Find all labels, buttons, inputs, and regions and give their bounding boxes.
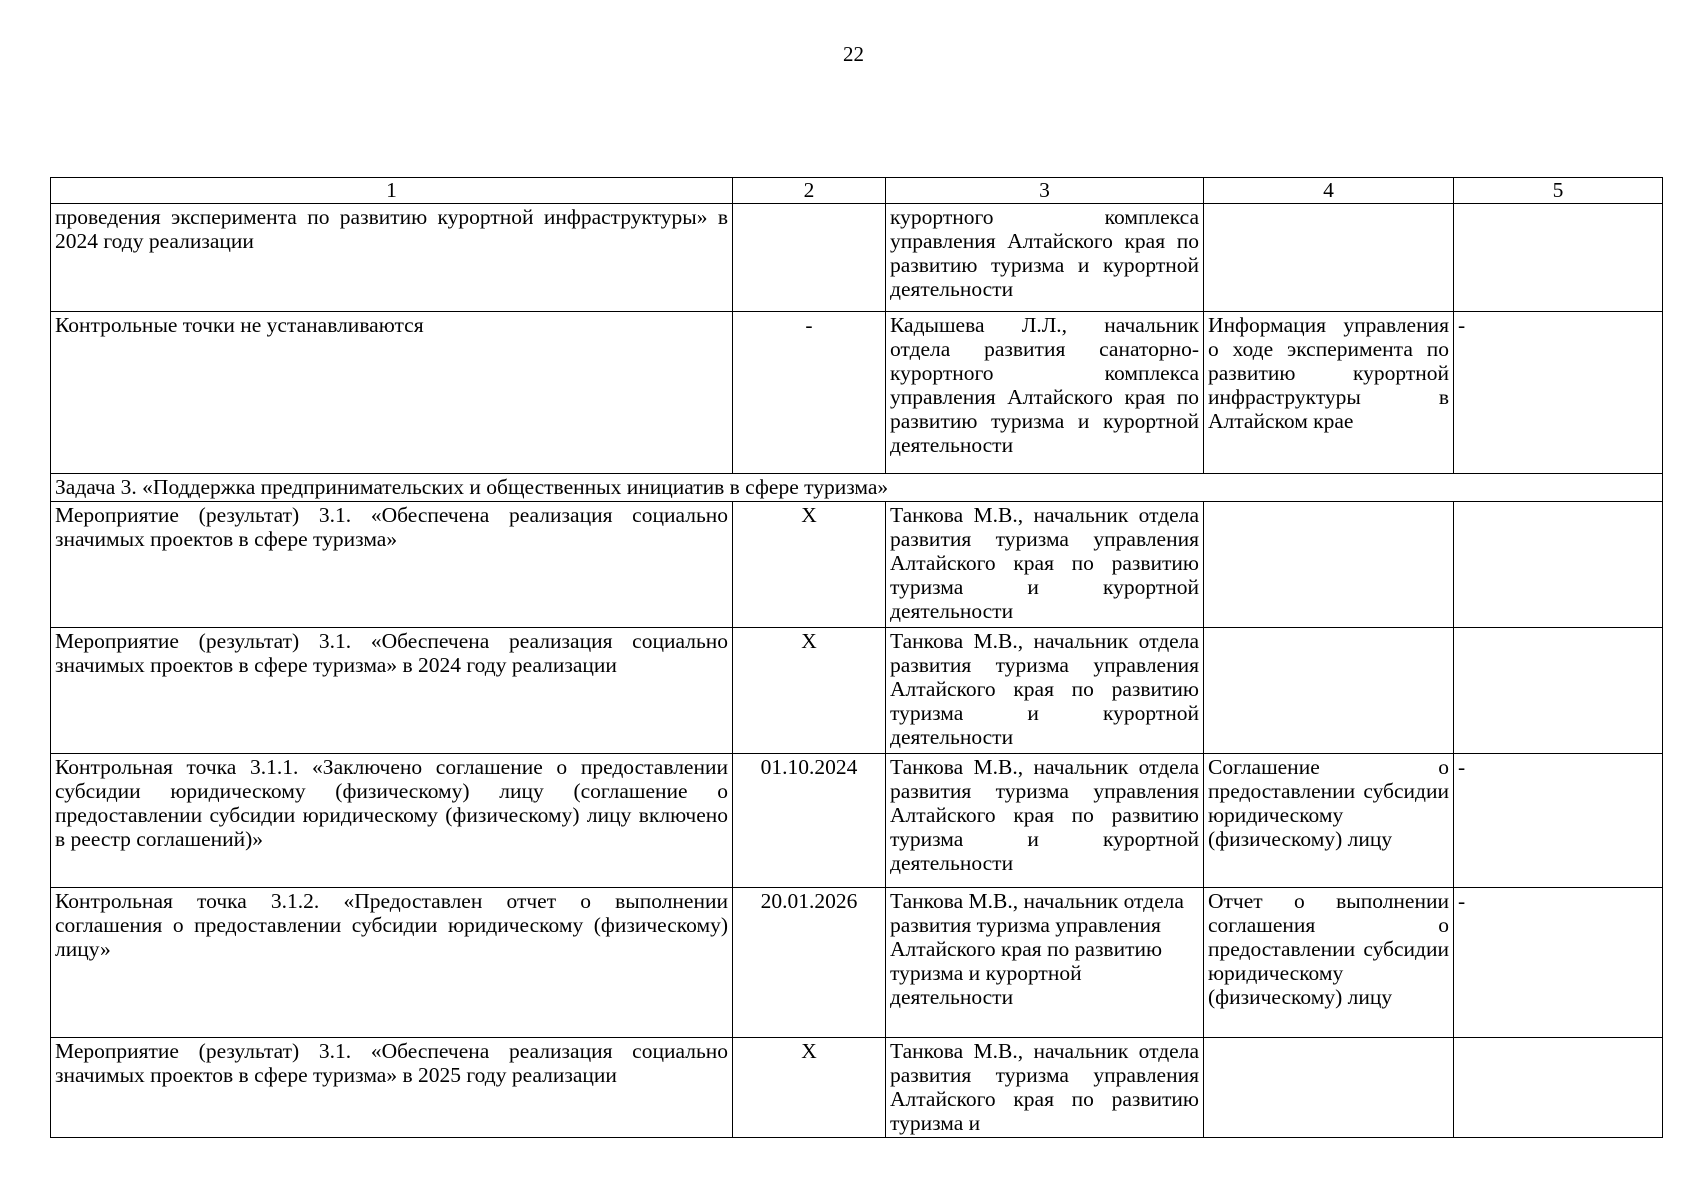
activity-cell: Контрольная точка 3.1.1. «Заключено соглашение о предоставлении субсидии юридическому (физическому) лицу (соглашение о предоставлении субсидии юридическому (физическому) лицу включено в реестр соглашений)» bbox=[51, 754, 733, 888]
task-heading: Задача 3. «Поддержка предпринимательских и общественных инициатив в сфере туризма» bbox=[51, 474, 1663, 502]
deadline-cell: 01.10.2024 bbox=[733, 754, 886, 888]
notes-cell bbox=[1454, 1038, 1663, 1138]
document-cell bbox=[1204, 628, 1454, 754]
notes-cell: - bbox=[1454, 754, 1663, 888]
column-number: 5 bbox=[1454, 178, 1663, 204]
table-row bbox=[51, 312, 1663, 474]
notes-cell bbox=[1454, 502, 1663, 628]
column-number: 2 bbox=[733, 178, 886, 204]
table-row bbox=[51, 204, 1663, 312]
activity-cell: Мероприятие (результат) 3.1. «Обеспечена реализация социально значимых проектов в сфере туризма» в 2025 году реализации bbox=[51, 1038, 733, 1138]
plan-table bbox=[50, 177, 1663, 1138]
responsible-cell: Танкова М.В., начальник отдела развития туризма управления Алтайского края по развитию туризма и курортной деятельности bbox=[886, 754, 1204, 888]
table-row bbox=[51, 628, 1663, 754]
responsible-cell: Танкова М.В., начальник отдела развития туризма управления Алтайского края по развитию туризма и bbox=[886, 1038, 1204, 1138]
document-cell bbox=[1204, 204, 1454, 312]
responsible-cell: Танкова М.В., начальник отдела развития туризма управления Алтайского края по развитию туризма и курортной деятельности bbox=[886, 502, 1204, 628]
document-cell: Информация управления о ходе эксперимента по развитию курортной инфраструктуры в Алтайском крае bbox=[1204, 312, 1454, 474]
activity-cell: Контрольная точка 3.1.2. «Предоставлен отчет о выполнении соглашения о предоставлении субсидии юридическому (физическому) лицу» bbox=[51, 888, 733, 1038]
table-row bbox=[51, 502, 1663, 628]
deadline-cell: - bbox=[733, 312, 886, 474]
deadline-cell: X bbox=[733, 502, 886, 628]
deadline-cell: X bbox=[733, 1038, 886, 1138]
column-number: 4 bbox=[1204, 178, 1454, 204]
table-row bbox=[51, 888, 1663, 1038]
table-row bbox=[51, 754, 1663, 888]
activity-cell: проведения эксперимента по развитию курортной инфраструктуры» в 2024 году реализации bbox=[51, 204, 733, 312]
column-number: 3 bbox=[886, 178, 1204, 204]
activity-cell: Контрольные точки не устанавливаются bbox=[51, 312, 733, 474]
notes-cell: - bbox=[1454, 888, 1663, 1038]
notes-cell bbox=[1454, 204, 1663, 312]
column-number: 1 bbox=[51, 178, 733, 204]
page-number: 22 bbox=[843, 42, 864, 66]
activity-cell: Мероприятие (результат) 3.1. «Обеспечена реализация социально значимых проектов в сфере туризма» в 2024 году реализации bbox=[51, 628, 733, 754]
column-number-row bbox=[51, 178, 1663, 204]
table-row bbox=[51, 1038, 1663, 1138]
responsible-cell: курортного комплекса управления Алтайского края по развитию туризма и курортной деятельности bbox=[886, 204, 1204, 312]
notes-cell bbox=[1454, 628, 1663, 754]
responsible-cell: Кадышева Л.Л., начальник отдела развития санаторно-курортного комплекса управления Алтайского края по развитию туризма и курортной деятельности bbox=[886, 312, 1204, 474]
responsible-cell: Танкова М.В., начальник отдела развития туризма управления Алтайского края по развитию туризма и курортной деятельности bbox=[886, 888, 1204, 1038]
deadline-cell: 20.01.2026 bbox=[733, 888, 886, 1038]
deadline-cell bbox=[733, 204, 886, 312]
notes-cell: - bbox=[1454, 312, 1663, 474]
deadline-cell: X bbox=[733, 628, 886, 754]
task-row bbox=[51, 474, 1663, 502]
activity-cell: Мероприятие (результат) 3.1. «Обеспечена реализация социально значимых проектов в сфере туризма» bbox=[51, 502, 733, 628]
document-cell bbox=[1204, 502, 1454, 628]
document-cell: Соглашение о предоставлении субсидии юридическому (физическому) лицу bbox=[1204, 754, 1454, 888]
responsible-cell: Танкова М.В., начальник отдела развития туризма управления Алтайского края по развитию туризма и курортной деятельности bbox=[886, 628, 1204, 754]
document-cell: Отчет о выполнении соглашения о предоставлении субсидии юридическому (физическому) лицу bbox=[1204, 888, 1454, 1038]
document-cell bbox=[1204, 1038, 1454, 1138]
